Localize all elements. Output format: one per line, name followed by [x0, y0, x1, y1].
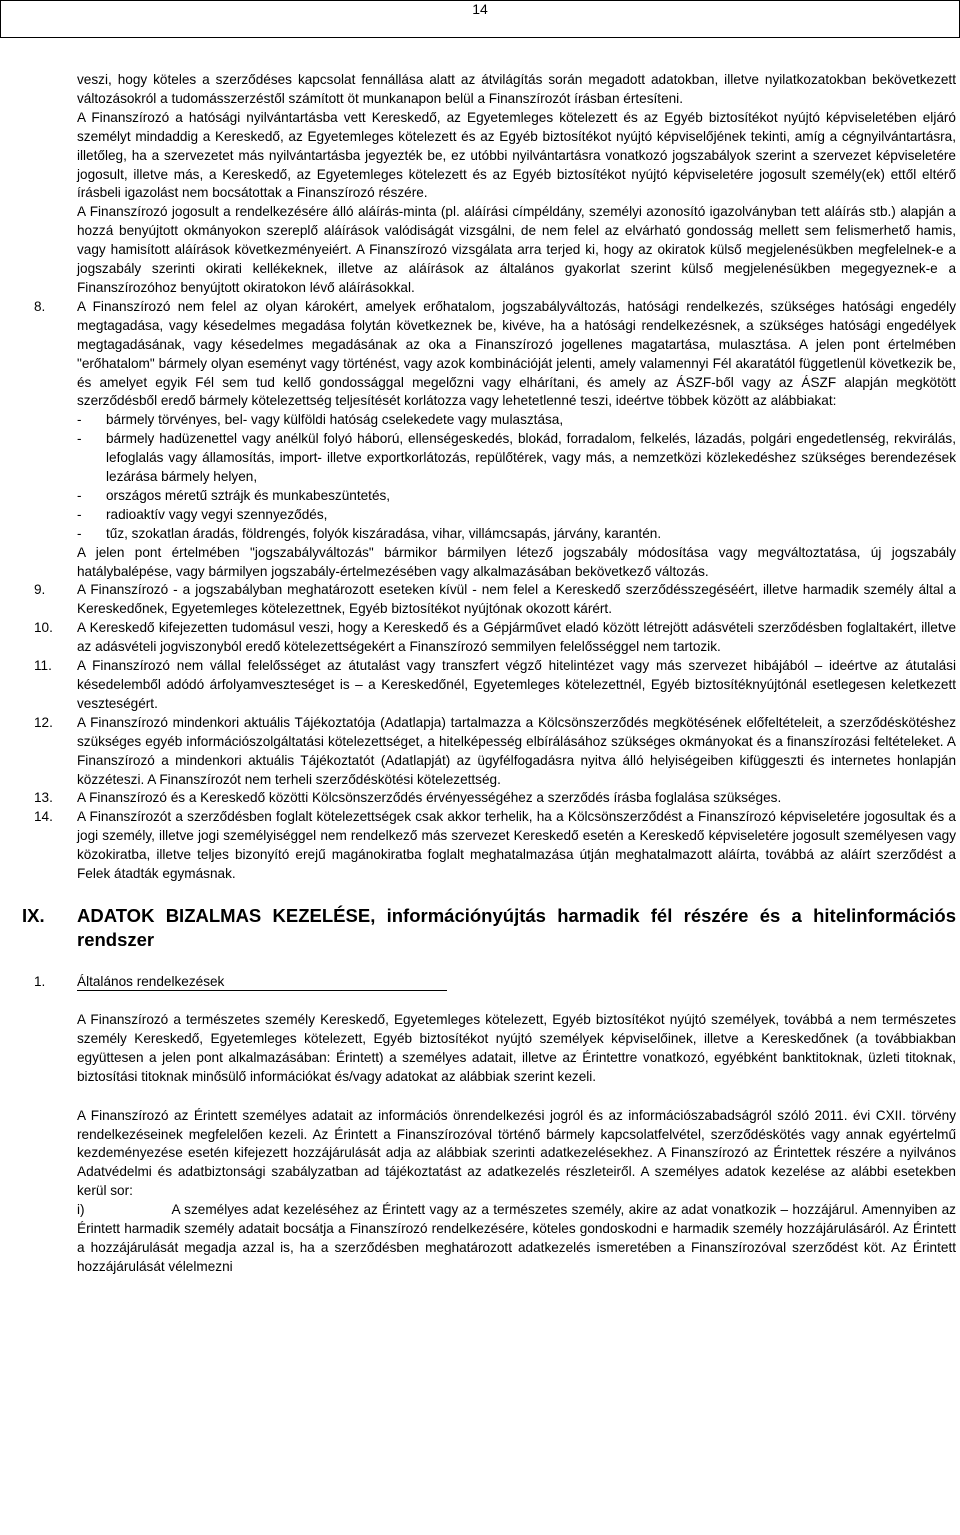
document-body: [0, 71, 960, 1277]
dash-item-1: [0, 411, 960, 430]
dash-text: tűz, szokatlan áradás, földrengés, folyók kiszáradása, vihar, villámcsapás, járvány, karantén.: [106, 525, 662, 541]
item-text: A Finanszírozó és a Kereskedő közötti Kölcsönszerződés érvényességéhez a szerződés írásba foglalása szükséges.: [77, 790, 782, 806]
dash-text: bármely törvényes, bel- vagy külföldi hatóság cselekedete vagy mulasztása,: [106, 412, 564, 428]
item-text: A Finanszírozó nem vállal felelősséget az átutalást vagy transzfert végző hitelintézet vagy más szervezet hibájából – ideértve az átutalási késedelemből adódó árfolyamveszteséget is – a Kereskedőnél, Egyetemleges kötelezettnél, Egyéb biztosítéknyújtónál esetlegesen keletkezett veszteségért.: [77, 658, 956, 711]
paragraph-continuation: veszi, hogy köteles a szerződéses kapcsolat fennállása alatt az átvilágítás során megadott adatokban, illetve nyilatkozatokban bekövetkezett változásokról a tudomásszerzéstől számított öt munkanapon belül a Finanszírozót írásban értesíteni.: [77, 72, 956, 106]
section-number: IX.: [22, 904, 45, 926]
item-number: 8.: [34, 298, 46, 314]
dash-item-4: [0, 506, 960, 525]
dash-item-5: [0, 525, 960, 544]
section-heading: [0, 904, 960, 952]
dash-bullet: -: [77, 525, 82, 541]
item-number: 12.: [34, 714, 53, 730]
list-item-10: [0, 619, 960, 657]
list-item-12: [0, 714, 960, 790]
list-item-11: [0, 657, 960, 714]
paragraph-legislation-change: A jelen pont értelmében "jogszabályváltozás" bármikor bármilyen létező jogszabály módosítása vagy megváltoztatása, új jogszabály hatálybalépése, vagy bármilyen jogszabály-értelmezésében vagy alkalmazásában bekövetkező változás.: [77, 544, 956, 579]
section-title: ADATOK BIZALMAS KEZELÉSE, információnyújtás harmadik fél részére és a hitelinformációs rendszer: [77, 904, 956, 950]
item-text: A Finanszírozót a szerződésben foglalt kötelezettségek csak akkor terhelik, ha a Kölcsönszerződést a Finanszírozó képviseletére jogosultak és a jogi személy, illetve jogi személyiséggel nem rendelkező más szervezet Kereskedő esetén a Kereskedő képviseletére jogosult személyesen vagy közokiratba, illetve teljes bizonyító erejű magánokiratba foglalt meghatalmazása útján meghatalmazott aláírta, továbbá az aláírt szerződést a Felek átadták egymásnak.: [77, 809, 956, 882]
dash-bullet: -: [77, 487, 82, 503]
page-header-box: [0, 0, 960, 38]
item-number: 9.: [34, 582, 46, 598]
item-text: A Finanszírozó mindenkori aktuális Tájékoztatója (Adatlapja) tartalmazza a Kölcsönszerződés megkötésének előfeltételeit, a szerződéskötéshez szükséges egyéb információszolgáltatási kötelezettséget, a hitelképesség elbírálásához szükséges okmányokat és a finanszírozási feltételeket. A Finanszírozó a mindenkori aktuális Tájékoztatót (Adatlapját) az ügyfélfogadásra nyitva álló helyiségeiben kifüggeszti és internetes honlapján közzéteszi. A Finanszírozót nem terheli szerződéskötési kötelezettség.: [77, 714, 956, 787]
item-number: 13.: [34, 790, 53, 806]
subsection-title: Általános rendelkezések: [77, 973, 447, 991]
dash-text: bármely hadüzenettel vagy anélkül folyó háború, ellenségeskedés, blokád, forradalom, felkelés, lázadás, polgári engedetlenség, rekvirálás, lefoglalás vagy államosítás, import- illetve exportkorlátozás, repülőtérek, vagy más, a nemzetközi közlekedéshez szükséges berendezések lezárása bármely helyen,: [106, 431, 956, 485]
dash-bullet: -: [77, 506, 82, 522]
paragraph-general-data: A Finanszírozó a természetes személy Kereskedő, Egyetemleges kötelezett, Egyéb biztosítékot nyújtó személyek, továbbá a nem természetes személy Kereskedő, Egyetemleges kötelezett, Egyéb biztosítékot nyújtó személyek képviselőinek, illetve a Kereskedőnek (a továbbiakban együttesen a jelen pont alkalmazásában: Érintett) a személyes adatait, illetve az Érintettre vonatkozó, egyébként banktitoknak, üzleti titoknak, biztosítási titoknak minősülő információkat és/vagy adatokat az alábbiak szerint kezeli.: [77, 1011, 956, 1084]
list-item-i: [0, 1201, 960, 1277]
list-item-13: [0, 789, 960, 808]
dash-text: radioaktív vagy vegyi szennyeződés,: [106, 506, 328, 522]
page-number: 14: [472, 1, 488, 17]
list-item-9: [0, 581, 960, 619]
item-number: 10.: [34, 620, 53, 636]
item-text: A Finanszírozó nem felel az olyan károkért, amelyek erőhatalom, jogszabályváltozás, hatósági rendelkezés, szükséges hatósági engedély megtagadása, vagy késedelmes megadása folytán következnek be, kivéve, ha a hatósági rendelkezésnek, a szükséges hatósági engedélyek megtagadásának, vagy késedelmes megadásának az oka a Finanszírozó jogellenes magatartása, mulasztása. A jelen pont értelmében "erőhatalom" bármely olyan eseményt vagy történést, vagy azok kombinációját jelenti, amely valamennyi Fél akaratától függetlenül következik be, és amelyet egyik Fél sem tud kellő gondossággal megelőzni vagy elhárítani, és amely az ÁSZF-ből vagy az ÁSZF alapján megkötött szerződésből eredő bármely kötelezettség teljesítését korlátozza vagy lehetetlenné teszi, ideértve többek között az alábbiakat:: [77, 298, 956, 409]
item-label: i): [77, 1202, 85, 1218]
item-number: 14.: [34, 809, 53, 825]
dash-item-3: [0, 487, 960, 506]
item-text: A Finanszírozó - a jogszabályban meghatározott eseteken kívül - nem felel a Kereskedő szerződésszegéséért, illetve harmadik személy által a Kereskedőnek, Egyetemleges kötelezettnek, Egyéb biztosítékot nyújtónak okozott kárért.: [77, 582, 956, 617]
list-item-8: [0, 298, 960, 411]
item-text: A személyes adat kezeléséhez az Érintett vagy az a természetes személy, akire az adat vonatkozik – hozzájárul. Amennyiben az Érintett harmadik személy adatait bocsátja a Finanszírozó rendelkezésére, köteles gondoskodni e harmadik személy hozzájárulásáról. Az Érintett a hozzájárulását megadja azzal is, ha a szerződésben meghatározott adatkezelés ismeretében a Finanszírozóval szerződést köt. Az Érintett hozzájárulását vélelmezni: [77, 1202, 956, 1274]
dash-item-2: [0, 430, 960, 487]
subsection-heading: [0, 972, 960, 991]
dash-text: országos méretű sztrájk és munkabeszüntetés,: [106, 487, 391, 503]
list-item-14: [0, 808, 960, 884]
dash-bullet: -: [77, 412, 82, 428]
paragraph-representation: A Finanszírozó a hatósági nyilvántartásba vett Kereskedő, az Egyetemleges kötelezett és az Egyéb biztosítékot nyújtó képviseletében eljáró személyt mindaddig a Kereskedő, az Egyetemleges kötelezett és az Egyéb biztosítékot nyújtó képviselőjének tekinti, amíg a cégnyilvántartásra, illetőleg, ha a szervezetet más nyilvántartásba jegyezték be, ez utóbbi nyilvántartásra vonatkozó jogszabályok szerint a szervezet képviseletére jogosult, illetve más, a Kereskedő, az Egyetemleges kötelezett és az Egyéb biztosítékot nyújtó képviseletére jogosult személy(ek) ettől eltérő írásbeli igazolást nem bocsátottak a Finanszírozó részére.: [77, 109, 956, 201]
paragraph-data-law: A Finanszírozó az Érintett személyes adatait az információs önrendelkezési jogról és az információszabadságról szóló 2011. évi CXII. törvény rendelkezéseinek megfelelően kezeli. Az Érintett a Finanszírozóval történő bármely kapcsolatfelvétel, szerződéskötés vagy annak egyértelmű kezdeményezése esetén kifejezett hozzájárulását adja az alábbiak szerinti adatkezelésekhez. A Finanszírozó az Érintettek részére a nyilvános Adatvédelmi és adatbiztonsági szabályzatban ad tájékoztatást az adatkezelés részleteiről. A személyes adatok kezelése az alábbi esetekben kerül sor:: [77, 1107, 956, 1199]
paragraph-signature-check: A Finanszírozó jogosult a rendelkezésére álló aláírás-minta (pl. aláírási címpéldány, személyi azonosító igazolványban tett aláírás stb.) alapján a hozzá benyújtott okmányokon szereplő aláírások valódiságát vizsgálni, de nem felel az elvárható gondosság mellett sem felismerhető hamis, vagy hamisított aláírások következményeiért. A Finanszírozó vizsgálata arra terjed ki, hogy az okiratok külső megjelenésükben megfelelnek-e a jogszabály szerinti okirati kellékeknek, illetve az aláírások az általános gyakorlat szerint külső megjelenésükben megegyeznek-e a Finanszírozóhoz benyújtott okiratokon lévő aláírásokkal.: [77, 204, 956, 295]
dash-bullet: -: [77, 431, 82, 447]
item-number: 11.: [34, 658, 52, 674]
item-text: A Kereskedő kifejezetten tudomásul veszi, hogy a Kereskedő és a Gépjárművet eladó között létrejött adásvételi szerződésben foglaltakért, illetve az adásvételi jogviszonyból eredő kötelezettségekért a Finanszírozó semmilyen felelősséggel nem tartozik.: [77, 620, 956, 655]
subsection-number: 1.: [34, 973, 46, 989]
